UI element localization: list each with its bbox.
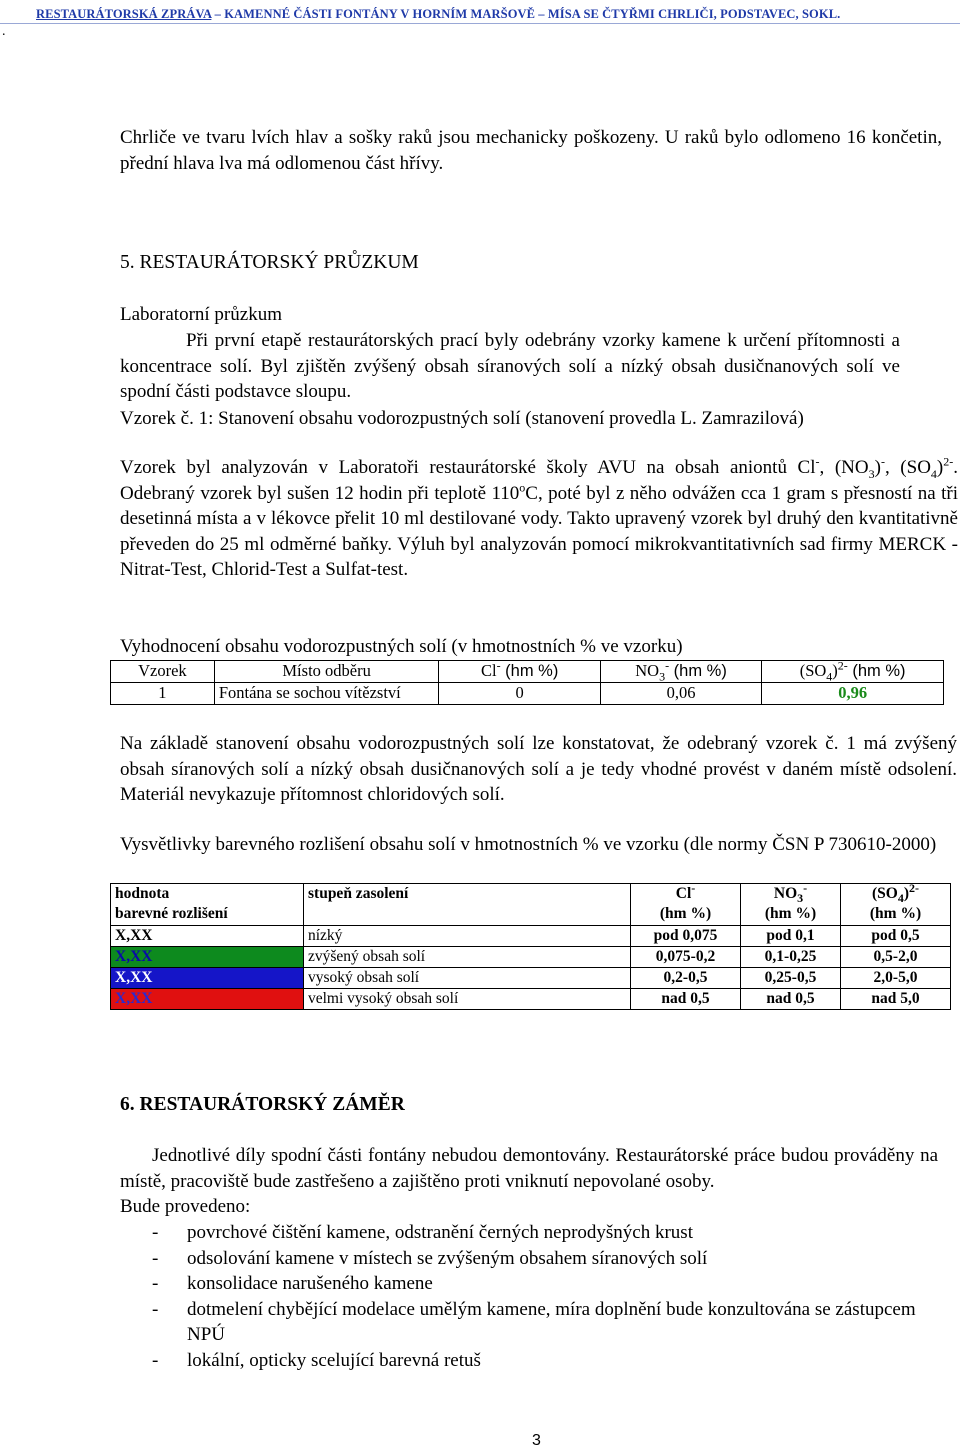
color-legend-table (110, 880, 951, 1010)
table1-cell-so4: 0,96 (762, 683, 944, 705)
analysis-sub-4: 4 (930, 466, 937, 481)
table2-h-no-text: NO (773, 885, 798, 902)
list-item (152, 1297, 942, 1348)
swatch-very-high: X,XX (111, 989, 304, 1010)
list-item-text: povrchové čištění kamene, odstranění černých neprodyšných krust (187, 1222, 693, 1243)
table2-cl-3: nad 0,5 (631, 989, 741, 1010)
planned-works-list (152, 1220, 942, 1374)
analysis-close-1: ) (874, 457, 881, 478)
table2-cl-2: 0,2-0,5 (631, 968, 741, 989)
table2-h-hodnota (111, 884, 304, 926)
table2-cl-1: 0,075-0,2 (631, 947, 741, 968)
list-item (152, 1220, 942, 1246)
table1-h-so-sup: 2- (837, 658, 848, 673)
list-dash: - (152, 1247, 159, 1269)
table2-h-no-unit: (hm %) (764, 905, 817, 922)
analysis-close-2: ) (936, 457, 944, 478)
analysis-sup-o: o (519, 480, 526, 495)
table1-h-so4 (762, 658, 944, 684)
table2-h-so-unit: (hm %) (869, 905, 922, 922)
table1-h-misto: Místo odběru (214, 661, 439, 683)
sample-line: Vzorek č. 1: Stanovení obsahu vodorozpustných solí (stanovení provedla L. Zamrazilová) (120, 408, 804, 429)
table2-stupen-1: zvýšený obsah solí (304, 947, 631, 968)
section-6-bude: Bude provedeno: (120, 1196, 251, 1217)
table2-no3-3: nad 0,5 (741, 989, 841, 1010)
table2-h-cl-text: Cl (675, 885, 692, 902)
table1-h-cl-unit: (hm %) (500, 662, 559, 680)
analysis-sup-minus-2: - (880, 454, 885, 469)
header-dot: . (2, 24, 6, 39)
table2-h-so-close: ) (903, 885, 909, 902)
list-item-text: odsolování kamene v místech se zvýšeným obsahem síranových solí (187, 1247, 708, 1269)
table2-h-cl-unit: (hm %) (659, 905, 712, 922)
table2-no3-0: pod 0,1 (741, 926, 841, 947)
table2-h-no-sub: 3 (797, 891, 804, 906)
table1-h-no3 (600, 658, 761, 684)
table-row (111, 683, 944, 705)
table1-h-so-sub: 4 (826, 669, 833, 684)
table1-cell-vzorek: 1 (111, 683, 215, 705)
list-item (152, 1348, 942, 1374)
section-6-heading: 6. RESTAURÁTORSKÝ ZÁMĚR (120, 1094, 405, 1115)
table1-h-so-text: (SO (799, 661, 827, 680)
table-row (111, 947, 951, 968)
table1-h-no-sup: - (665, 658, 670, 673)
table2-h-cl (631, 880, 741, 926)
table2-h-cl-sup: - (691, 880, 696, 895)
list-item (152, 1271, 942, 1297)
list-item-text: konsolidace narušeného kamene (187, 1273, 433, 1295)
running-header (36, 7, 840, 22)
list-dash: - (152, 1298, 159, 1320)
table2-so4-0: pod 0,5 (841, 926, 951, 947)
header-title-underlined: RESTAURÁTORSKÁ ZPRÁVA (36, 7, 212, 21)
analysis-text-so: , (SO (884, 457, 931, 478)
analysis-sup-minus: - (815, 454, 820, 469)
section-5-subheading: Laboratorní průzkum (120, 304, 282, 325)
table2-no3-2: 0,25-0,5 (741, 968, 841, 989)
list-item-text: dotmelení chybějící modelace umělým kamene, míra doplnění bude konzultována se zástupcem NPÚ (187, 1298, 916, 1346)
table2-h-no3 (741, 880, 841, 926)
table2-h-so-sup: 2- (909, 880, 919, 895)
analysis-sup-2: 2- (943, 454, 954, 469)
list-dash: - (152, 1273, 159, 1295)
table-row (111, 926, 951, 947)
table1-cell-misto: Fontána se sochou vítězství (214, 683, 439, 705)
table2-stupen-0: nízký (304, 926, 631, 947)
table2-h-hodnota-text: hodnota (115, 885, 170, 902)
table2-h-so-text: (SO (871, 885, 898, 902)
legend-title: Vysvětlivky barevného rozlišení obsahu solí v hmotnostních % ve vzorku (dle normy ČSN P 730610-2000) (120, 834, 937, 855)
table1-h-cl (439, 658, 600, 683)
page-number: 3 (532, 1432, 541, 1449)
table2-stupen-3: velmi vysoký obsah solí (304, 989, 631, 1010)
table2-h-so4 (841, 880, 951, 926)
analysis-paragraph (120, 455, 958, 583)
table2-so4-2: 2,0-5,0 (841, 968, 951, 989)
analysis-sub-3: 3 (868, 466, 875, 481)
intro-paragraph: Chrliče ve tvaru lvích hlav a sošky raků jsou mechanicky poškozeny. U raků bylo odlomeno 16 končetin, přední hlava lva má odlomenou část hřívy. (120, 127, 942, 174)
table1-h-vzorek: Vzorek (111, 661, 215, 683)
list-item (152, 1246, 942, 1272)
table-row (111, 989, 951, 1010)
table2-header-row (111, 884, 951, 926)
table2-h-so-sub: 4 (897, 891, 904, 906)
analysis-text-2: . Odebraný vzorek byl sušen 12 hodin při teplotě 110 (120, 457, 958, 504)
table1-h-so-unit: (hm %) (847, 662, 906, 680)
analysis-text-1: Vzorek byl analyzován v Laboratoři restaurátorské školy AVU na obsah aniontů Cl (120, 457, 816, 478)
analysis-text-3: C, poté byl z něho odvážen cca 1 gram s přesností na tři desetinná místa a v lékovce přelit 10 ml destilované vody. Takto upravený vzorek byl druhý den kvantitativně převeden do 25 ml odměrné baňky. Výluh byl analyzován pomocí mikrokvantitativních sad firmy MERCK - Nitrat-Test, Chlorid-Test a Sulfat-test. (120, 482, 958, 581)
header-title-rest: – KAMENNÉ ČÁSTI FONTÁNY V HORNÍM MARŠOVĚ – MÍSA SE ČTYŘMI CHRLIČI, PODSTAVEC, SOKL. (211, 7, 841, 21)
table2-cl-0: pod 0,075 (631, 926, 741, 947)
analysis-text-no: , (NO (819, 457, 869, 478)
table1-h-cl-sup: - (496, 658, 501, 673)
section-6-paragraph: Jednotlivé díly spodní části fontány nebudou demontovány. Restaurátorské práce budou prováděny na místě, pracoviště bude zastřešeno a zajištěno proti vniknutí nepovolané osoby. (120, 1145, 938, 1192)
table2-h-stupen: stupeň zasolení (304, 884, 631, 926)
table1-h-cl-text: Cl (480, 661, 497, 680)
list-item-text: lokální, opticky scelující barevná retuš (187, 1349, 481, 1371)
salts-result-table (110, 660, 944, 705)
table1-h-so-close: ) (832, 661, 838, 680)
table2-so4-1: 0,5-2,0 (841, 947, 951, 968)
table1-h-no-sub: 3 (659, 669, 666, 684)
conclusion-paragraph: Na základě stanovení obsahu vodorozpustných solí lze konstatovat, že odebraný vzorek č. 1 má zvýšený obsah síranových solí a nízký obsah dusičnanových solí a je tedy vhodné provést v daném místě odsolení. Materiál nevykazuje přítomnost chloridových solí. (120, 733, 957, 806)
table1-cell-no3: 0,06 (600, 683, 761, 705)
table1-cell-cl: 0 (439, 683, 600, 705)
table1-h-no-text: NO (635, 661, 660, 680)
table1-title: Vyhodnocení obsahu vodorozpustných solí (v hmotnostních % ve vzorku) (120, 636, 683, 657)
table2-h-barevne-text: barevné rozlišení (115, 905, 228, 922)
table1-h-no-unit: (hm %) (669, 662, 727, 680)
list-dash: - (152, 1222, 159, 1243)
table2-h-no-sup: - (803, 880, 808, 895)
section-5-paragraph: Při první etapě restaurátorských prací byly odebrány vzorky kamene k určení přítomnosti a koncentrace solí. Byl zjištěn zvýšený obsah síranových solí a nízký obsah dusičnanových solí ve spodní části podstavce sloupu. (120, 330, 900, 403)
section-5-heading: 5. RESTAURÁTORSKÝ PRŮZKUM (120, 252, 419, 273)
swatch-elevated: X,XX (111, 947, 304, 968)
table2-stupen-2: vysoký obsah solí (304, 968, 631, 989)
swatch-low: X,XX (111, 926, 304, 947)
table2-so4-3: nad 5,0 (841, 989, 951, 1010)
header-divider (0, 23, 960, 24)
swatch-high: X,XX (111, 968, 304, 989)
table-row (111, 968, 951, 989)
table2-no3-1: 0,1-0,25 (741, 947, 841, 968)
table1-header-row (111, 661, 944, 683)
list-dash: - (152, 1349, 159, 1371)
